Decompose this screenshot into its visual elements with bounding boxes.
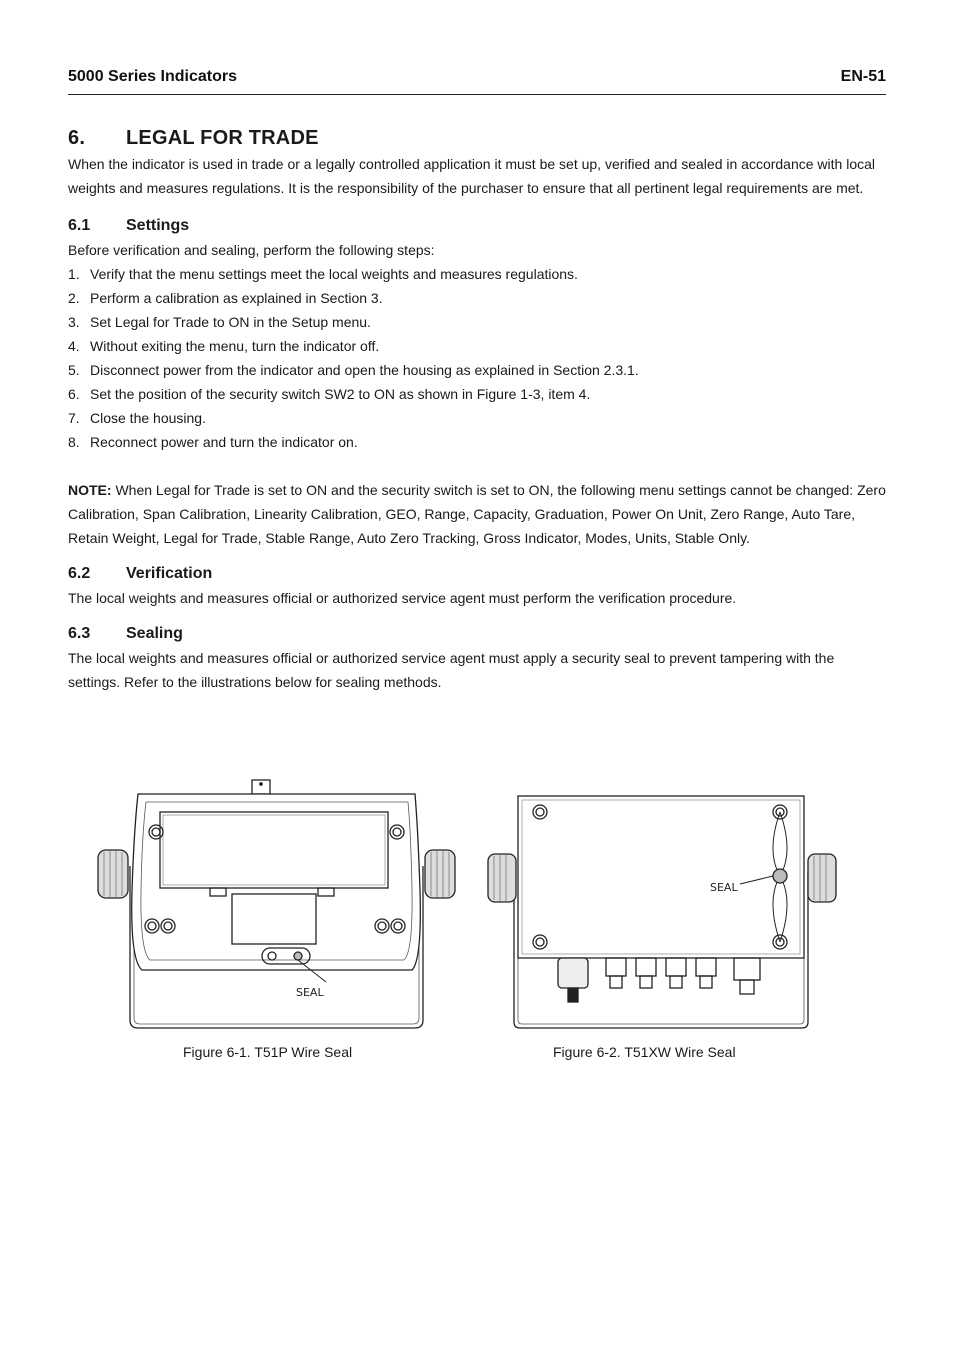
verification-text: The local weights and measures official or authorized service agent must perform the verification procedure. [68, 590, 737, 606]
main-content [68, 124, 888, 694]
settings-title: Settings [126, 217, 190, 234]
list-item: 7. Close the housing. [68, 410, 206, 426]
verification-title: Verification [126, 565, 213, 582]
header-title: 5000 Series Indicators [68, 68, 237, 85]
list-item: 4. Without exiting the menu, turn the indicator off. [68, 338, 380, 354]
verification-heading [68, 562, 888, 586]
fig1-seal-label: SEAL [296, 986, 324, 999]
note-label: NOTE: [68, 482, 112, 498]
section-number: 6. [68, 127, 86, 149]
t51p-illustration [90, 770, 460, 1034]
section-heading [68, 124, 888, 152]
section-intro: When the indicator is used in trade or a legally controlled application it must be set up, verified and sealed in accordance with local weights and measures regulations. It is the responsibility of the purchaser to ensure that all pertinent legal requirements are met. [68, 156, 876, 196]
sealing-heading [68, 622, 888, 646]
list-item: 6. Set the position of the security switch SW2 to ON as shown in Figure 1-3, item 4. [68, 386, 591, 402]
verification-number: 6.2 [68, 565, 91, 582]
fig2-caption: Figure 6-2. T51XW Wire Seal [553, 1044, 736, 1060]
page-number: EN-51 [840, 68, 886, 85]
fig1-caption: Figure 6-1. T51P Wire Seal [183, 1044, 353, 1060]
settings-note [68, 478, 888, 550]
t51xw-illustration [484, 792, 844, 1034]
section-title: LEGAL FOR TRADE [126, 127, 319, 149]
sealing-number: 6.3 [68, 625, 91, 642]
settings-heading [68, 214, 888, 238]
figures [0, 766, 954, 1076]
note-text: When Legal for Trade is set to ON and the security switch is set to ON, the following menu settings cannot be changed: Zero Calibration, Span Calibration, Linearity Calibration, GEO, Range, Capacity, Graduation, Power On Unit, Zero Range, Auto Tare, Retain Weight, Legal for Trade, Stable Range, Auto Zero Tracking, Gross Indicator, Modes, Units, Stable Only. [68, 482, 886, 546]
settings-steps [68, 262, 888, 454]
list-item: 2. Perform a calibration as explained in Section 3. [68, 290, 383, 306]
page-header [68, 66, 886, 95]
list-item: 8. Reconnect power and turn the indicator on. [68, 434, 358, 450]
list-item: 1. Verify that the menu settings meet the local weights and measures regulations. [68, 266, 578, 282]
fig2-seal-label: SEAL [710, 881, 738, 894]
list-item: 3. Set Legal for Trade to ON in the Setup menu. [68, 314, 371, 330]
sealing-text: The local weights and measures official or authorized service agent must apply a security seal to prevent tampering with the settings. Refer to the illustrations below for sealing methods. [68, 650, 835, 690]
settings-lead: Before verification and sealing, perform the following steps: [68, 242, 435, 258]
list-item: 5. Disconnect power from the indicator and open the housing as explained in Section 2.3.1. [68, 362, 639, 378]
sealing-title: Sealing [126, 625, 183, 642]
settings-number: 6.1 [68, 217, 91, 234]
